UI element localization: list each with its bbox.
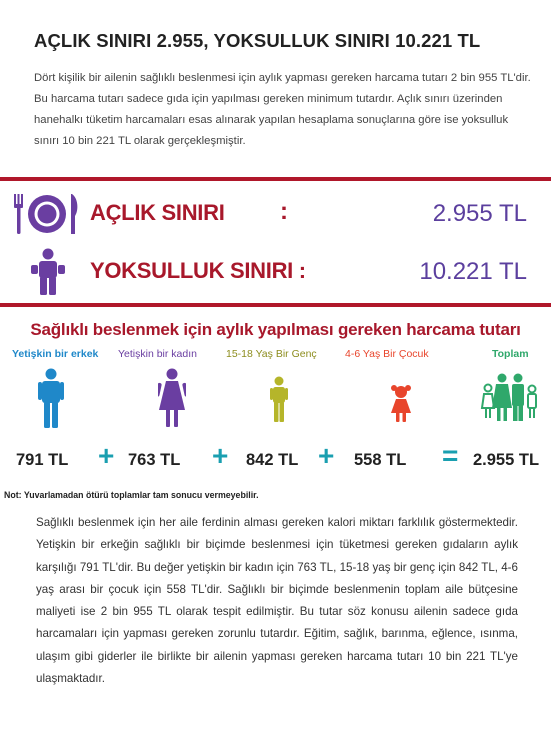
label-teen: 15-18 Yaş Bir Genç <box>226 348 317 360</box>
person-empty-pockets-icon <box>28 248 68 296</box>
plus-operator-2: + <box>212 440 229 471</box>
poverty-limit-row <box>0 246 551 298</box>
hunger-limit-value: 2.955 TL <box>432 200 527 227</box>
amount-child: 558 TL <box>354 451 407 469</box>
divider-top <box>0 177 551 181</box>
family-icon <box>480 372 538 422</box>
teen-icon <box>270 376 288 422</box>
label-adult-woman: Yetişkin bir kadın <box>118 348 197 360</box>
amount-teen: 842 TL <box>246 451 299 469</box>
plate-cutlery-icon <box>12 190 82 238</box>
breakdown-title: Sağlıklı beslenmek için aylık yapılması gereken harcama tutarı <box>30 320 521 339</box>
plus-operator-3: + <box>318 440 335 471</box>
label-child: 4-6 Yaş Bir Çocuk <box>345 348 429 360</box>
hunger-limit-row <box>0 188 551 240</box>
amount-adult-man: 791 TL <box>16 451 69 469</box>
equals-operator: = <box>442 440 459 471</box>
intro-paragraph: Dört kişilik bir ailenin sağlıklı beslenmesi için aylık yapması gereken harcama tutarı 2 bin 955 TL'dir. Bu harcama tutarı sadece gıda için yapılması gereken minimum tutardır. Açlık sınırı üzerinden hanehalkı tüketim harcamaları esas alınarak yapılan hesaplama sonuçlarına göre ise yoksulluk sınırı 10 bin 221 TL olarak gerçekleşmiştir. <box>34 72 531 147</box>
hunger-limit-colon: : <box>280 198 288 225</box>
divider-middle <box>0 303 551 307</box>
label-adult-man: Yetişkin bir erkek <box>12 348 99 360</box>
amount-adult-woman: 763 TL <box>128 451 181 469</box>
body-paragraph: Sağlıklı beslenmek için her aile ferdinin alması gereken kalori miktarı farklılık göstermektedir. Yetişkin bir erkeğin sağlıklı bir biçimde beslenmesi için tüketmesi gereken gıdaların aylık karşılığı 791 TL'dir. Bu değer yetişkin bir kadın için 763 TL, 15-18 yaş bir genç için 842 TL, 4-6 yaş arası bir çocuk için 558 TL'dir. Sağlıklı bir biçimde beslenmenin toplam aile bütçesine maliyeti ise 2 bin 955 TL olarak tespit edilmiştir. Bu tutar söz konusu ailenin sadece gıda harcamaları için yapması gereken zorunlu tutardır. Eğitim, sağlık, barınma, eğlence, ısınma, ulaşım gibi giderler ile birlikte bir ailenin yapması gereken harcama tutarı 10 bin 221 TL'ye ulaşmaktadır. <box>36 516 518 686</box>
plus-operator-1: + <box>98 440 115 471</box>
child-icon <box>390 384 412 422</box>
poverty-limit-value: 10.221 TL <box>419 258 527 285</box>
woman-icon <box>158 368 186 428</box>
page-title: AÇLIK SINIRI 2.955, YOKSULLUK SINIRI 10.221 TL <box>34 30 481 51</box>
man-icon <box>38 368 64 428</box>
amount-total: 2.955 TL <box>473 451 540 469</box>
label-total: Toplam <box>492 348 529 360</box>
hunger-limit-label: AÇLIK SINIRI <box>90 200 225 225</box>
rounding-note: Not: Yuvarlamadan ötürü toplamlar tam sonucu vermeyebilir. <box>4 490 259 500</box>
poverty-limit-label: YOKSULLUK SINIRI : <box>90 258 306 283</box>
